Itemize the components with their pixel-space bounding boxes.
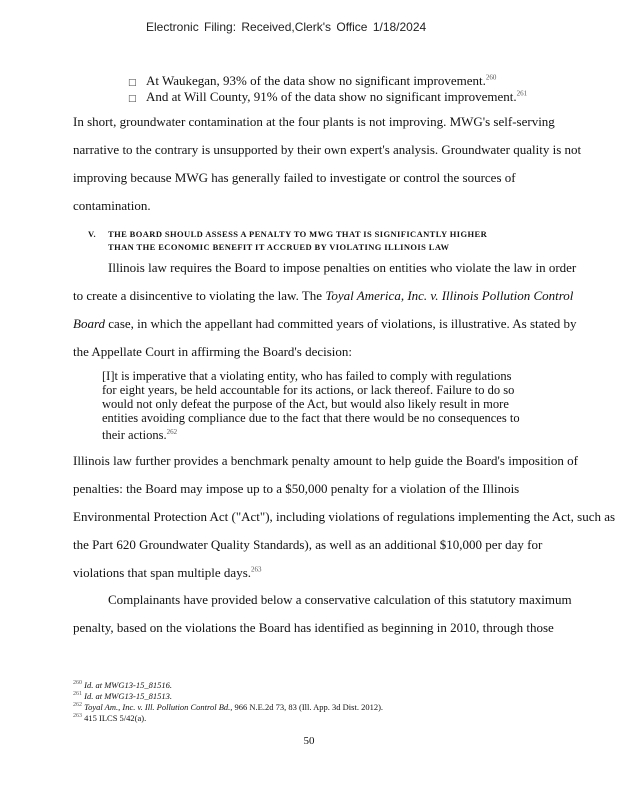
block-quote-line: entities avoiding compliance due to the fact that there would be no consequences to — [102, 411, 520, 425]
body-line: penalties: the Board may impose up to a $50,000 penalty for a violation of the Illinois — [73, 481, 520, 496]
body-line: penalty, based on the violations the Board has identified as beginning in 2010, through those — [73, 620, 554, 635]
footnote-number: 261 — [73, 691, 82, 698]
bullet-item — [128, 73, 496, 89]
body-line — [73, 565, 262, 581]
body-line — [73, 316, 577, 332]
case-citation: Toyal America, Inc. v. Illinois Pollution Control — [325, 288, 574, 303]
filing-header: Electronic Filing: Received,Clerk's Office 1/18/2024 — [146, 20, 427, 34]
footnote-text: Id. at MWG13-15_81516. — [84, 680, 172, 690]
block-quote-line: would not only defeat the purpose of the Act, but would also likely result in more — [102, 397, 509, 411]
body-line: Complainants have provided below a conservative calculation of this statutory maximum — [108, 592, 572, 607]
footnote-text: , 966 N.E.2d 73, 83 (Ill. App. 3d Dist. 2012). — [230, 702, 384, 712]
section-heading — [88, 229, 487, 239]
body-line — [73, 288, 573, 304]
block-quote-line: for eight years, be held accountable for its actions, or lack thereof. Failure to do so — [102, 383, 515, 397]
footnote-ref[interactable]: 261 — [516, 89, 528, 98]
footnote — [73, 691, 172, 701]
footnote-case-citation: Toyal Am., Inc. v. Ill. Pollution Control Bd. — [84, 702, 231, 712]
block-quote-line — [102, 426, 177, 443]
block-quote-text: their actions. — [102, 428, 167, 443]
case-citation: Board — [73, 316, 106, 331]
bullet-icon: □ — [128, 78, 137, 88]
footnote-ref[interactable]: 262 — [166, 428, 178, 436]
body-line: the Appellate Court in affirming the Board's decision: — [73, 344, 353, 359]
body-line: In short, groundwater contamination at the four plants is not improving. MWG's self-serving — [73, 114, 555, 129]
body-line: Environmental Protection Act ("Act"), including violations of regulations implementing the Act, such as — [73, 509, 616, 524]
body-line: Illinois law further provides a benchmark penalty amount to help guide the Board's imposition of — [73, 453, 578, 468]
footnote-text: Id. at MWG13-15_81513. — [84, 691, 172, 701]
bullet-text: And at Will County, 91% of the data show no significant improvement. — [146, 89, 517, 104]
body-text: case, in which the appellant had committed years of violations, is illustrative. As stated by — [105, 316, 577, 331]
footnote — [73, 680, 172, 690]
bullet-item — [128, 89, 527, 105]
block-quote-line: [I]t is imperative that a violating entity, who has failed to comply with regulations — [102, 369, 512, 383]
section-heading-line: THE BOARD SHOULD ASSESS A PENALTY TO MWG THAT IS SIGNIFICANTLY HIGHER — [108, 229, 488, 239]
body-line: the Part 620 Groundwater Quality Standards), as well as an additional $10,000 per day for — [73, 537, 543, 552]
page-number: 50 — [303, 735, 315, 747]
footnote-ref[interactable]: 263 — [251, 565, 262, 574]
footnote-number: 262 — [73, 702, 82, 709]
section-heading-continued: THAN THE ECONOMIC BENEFIT IT ACCRUED BY VIOLATING ILLINOIS LAW — [108, 242, 450, 252]
footnote-number: 260 — [73, 680, 82, 687]
footnote — [73, 713, 146, 723]
footnote-text: 415 ILCS 5/42(a). — [84, 713, 147, 723]
body-text: to create a disincentive to violating the law. The — [73, 288, 326, 303]
bullet-icon: □ — [128, 94, 137, 104]
body-line: contamination. — [73, 198, 151, 213]
footnote-number: 263 — [73, 713, 82, 720]
body-line: Illinois law requires the Board to impose penalties on entities who violate the law in order — [108, 260, 577, 275]
footnote-ref[interactable]: 260 — [485, 73, 497, 82]
body-text: violations that span multiple days. — [73, 565, 252, 580]
bullet-text: At Waukegan, 93% of the data show no significant improvement. — [146, 73, 486, 88]
body-line: improving because MWG has generally failed to investigate or control the sources of — [73, 170, 516, 185]
body-line: narrative to the contrary is unsupported by their own expert's analysis. Groundwater quality is not — [73, 142, 582, 157]
footnote — [73, 702, 383, 712]
section-number: V. — [88, 229, 96, 239]
